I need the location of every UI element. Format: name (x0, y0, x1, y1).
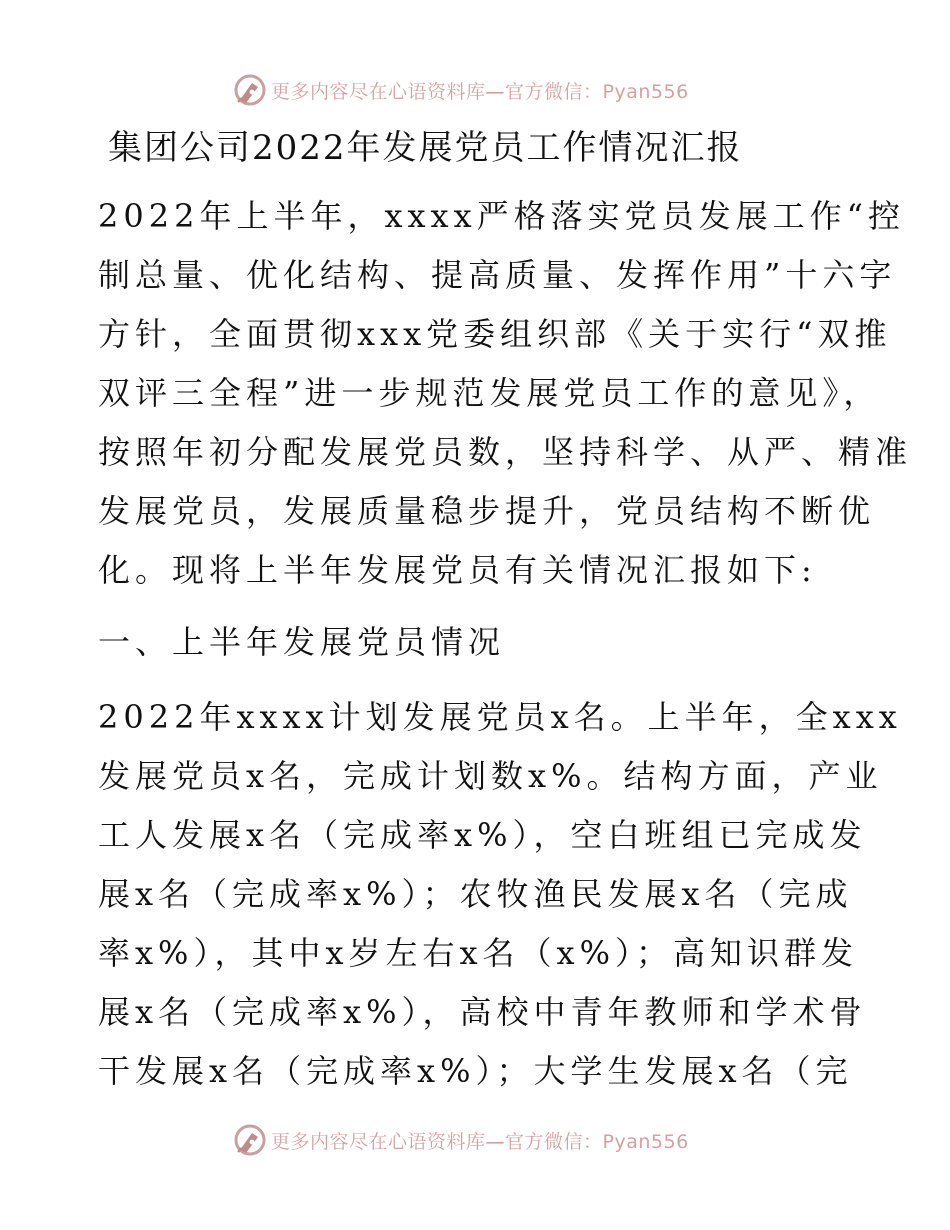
watermark-slogan: 更多内容尽在心语资料库 (271, 1130, 486, 1153)
paragraph2-line: 率x%），其中x岁左右x名（x%）；高知识群发 (98, 934, 859, 972)
document-title: 集团公司2022年发展党员工作情况汇报 (108, 128, 743, 168)
paragraph2-line: 展x名（完成率x%）；农牧渔民发展x名（完成 (98, 875, 853, 913)
fountain-pen-nib-logo-icon (233, 73, 267, 107)
watermark-banner-bottom (0, 1122, 950, 1158)
watermark-banner-top (0, 72, 950, 108)
watermark-slogan: 更多内容尽在心语资料库 (271, 80, 486, 103)
watermark-separator: — (485, 80, 506, 103)
watermark-wechat-id: Pyan556 (602, 80, 689, 103)
paragraph1-line: 化。现将上半年发展党员有关情况汇报如下: (98, 551, 817, 589)
paragraph1-line: 发展党员，发展质量稳步提升，党员结构不断优 (98, 492, 876, 530)
paragraph2-line: 展x名（完成率x%），高校中青年教师和学术骨 (98, 993, 867, 1031)
paragraph2-line: 2022年xxxx计划发展党员x名。上半年，全xxx (98, 698, 902, 736)
watermark-content (233, 1122, 689, 1158)
paragraph1-line: 方针，全面贯彻xxx党委组织部《关于实行“双推 (98, 315, 892, 353)
watermark-text (271, 77, 689, 104)
paragraph1-line: 按照年初分配发展党员数，坚持科学、从严、精准 (98, 433, 913, 471)
fountain-pen-nib-logo-icon (233, 1123, 267, 1157)
paragraph1-line: 双评三全程”进一步规范发展党员工作的意见》， (98, 374, 881, 412)
watermark-separator: — (485, 1130, 506, 1153)
paragraph2-line: 工人发展x名（完成率x%），空白班组已完成发 (98, 816, 867, 854)
watermark-wechat-label: 官方微信： (505, 80, 603, 103)
section-heading: 一、上半年发展党员情况 (98, 623, 506, 661)
paragraph2-line: 干发展x名（完成率x%）；大学生发展x名（完 (98, 1052, 853, 1090)
paragraph2-line: 发展党员x名，完成计划数x%。结构方面，产业 (98, 757, 883, 795)
paragraph1-line: 制总量、优化结构、提高质量、发挥作用”十六字 (98, 256, 897, 294)
watermark-wechat-id: Pyan556 (602, 1130, 689, 1153)
watermark-wechat-label: 官方微信： (505, 1130, 603, 1153)
watermark-text (271, 1127, 689, 1154)
watermark-content (233, 72, 689, 108)
paragraph1-line: 2022年上半年，xxxx严格落实党员发展工作“控 (98, 197, 905, 235)
